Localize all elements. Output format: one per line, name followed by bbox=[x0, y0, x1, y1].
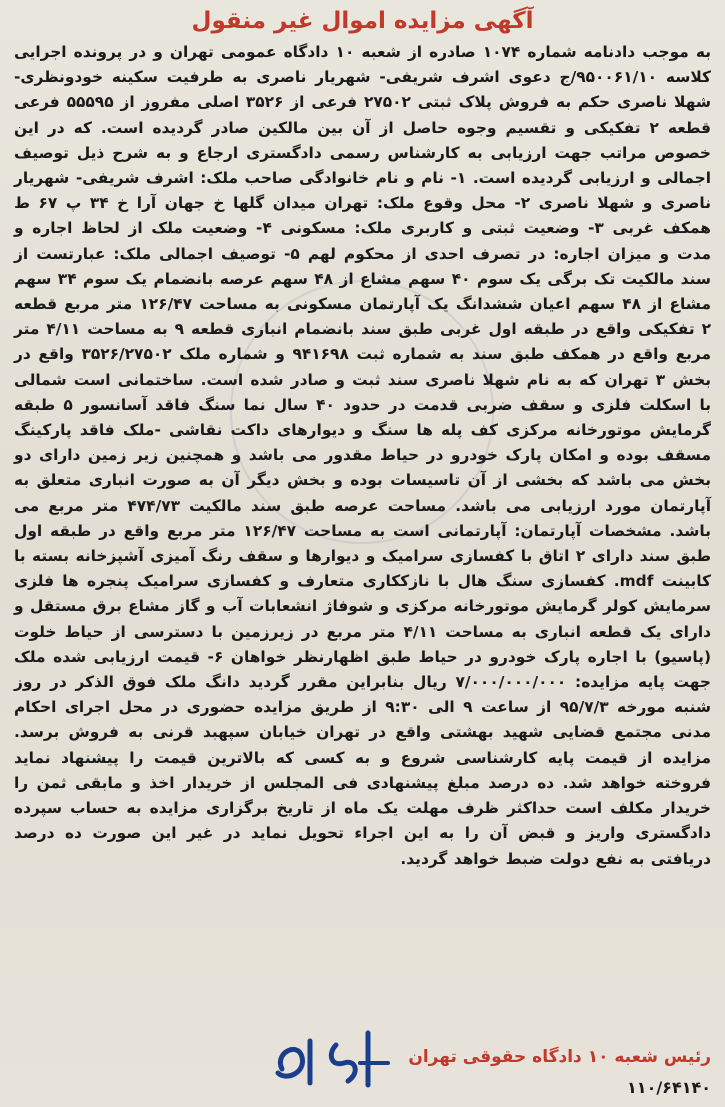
notice-footer bbox=[14, 1045, 711, 1097]
reference-number: ۱۱۰/۶۴۱۴۰ bbox=[627, 1078, 711, 1097]
signature-label: رئیس شعبه ۱۰ دادگاه حقوقی تهران bbox=[408, 1047, 711, 1067]
handwritten-mark-icon bbox=[264, 1023, 414, 1095]
notice-title: آگهی مزایده اموال غیر منقول bbox=[191, 8, 534, 34]
signature-line bbox=[408, 1047, 711, 1067]
notice-body: به موجب دادنامه شماره ۱۰۷۴ صادره از شعبه ۱۰ دادگاه عمومی تهران و در پرونده اجرایی کلاسه ۹۵۰۰۶۱/۱۰/ج دعوی اشرف شریفی- شهریار ناصری به طرفیت سکینه خودونظری- شهلا ناصری حکم به فروش پلاک ثبتی ۲۷۵۰۲ فرعی از ۳۵۲۶ اصلی مفروز از ۵۵۵۹۵ فرعی قطعه ۲ تفکیکی و تقسیم وجوه حاصل از آن بین مالکین صادر گردیده است. که در این خصوص مراتب جهت ارزیابی به کارشناس رسمی دادگستری ارجاع و به شرح ذیل توصیف اجمالی و ارزیابی گردیده است. ۱- نام و نام خانوادگی صاحب ملک: اشرف شریفی- شهریار ناصری و شهلا ناصری ۲- محل وقوع ملک: تهران میدان گلها خ جهان آرا خ ۳۴ پ ۶۷ ط همکف غربی ۳- وضعیت ثبتی و کاربری ملک: مسکونی ۴- وضعیت ملک از لحاظ اجاره و مدت و میزان اجاره: در تصرف احدی از محکوم لهم ۵- توصیف اجمالی ملک: عبارتست از سند مالکیت تک برگی یک سوم ۴۰ سهم مشاع از ۴۸ سهم عرصه بانضمام یک سوم ۳۴ سهم مشاع از ۴۸ سهم اعیان ششدانگ یک آپارتمان مسکونی به مساحت ۱۲۶/۴۷ متر مربع قطعه ۲ تفکیکی واقع در طبقه اول غربی طبق سند بانضمام انباری قطعه ۹ به مساحت ۴/۱۱ متر مربع واقع در همکف طبق سند به شماره ثبت ۹۴۱۶۹۸ و شماره ملک ۳۵۲۶/۲۷۵۰۲ واقع در بخش ۳ تهران که به نام شهلا ناصری سند ثبت و صادر شده است. ساختمانی است شمالی با اسکلت فلزی و سقف ضربی قدمت در حدود ۴۰ سال نما سنگ فاقد آسانسور ۵ طبقه گرمایش موتورخانه مرکزی کف پله ها سنگ و دیوارهای داکت نقاشی -ملک فاقد پارکینگ مسقف بوده و امکان پارک خودرو در حیاط مقدور می باشد و همچنین زیر زمین دارای دو بخش می باشد که بخشی از آن تاسیسات بوده و بخش دیگر آن به صورت انباری متعلق به آپارتمان مورد ارزیابی می باشد. مساحت عرصه طبق سند مالکیت ۴۷۴/۷۳ متر مربع می باشد. مشخصات آپارتمان: آپارتمانی است به مساحت ۱۲۶/۴۷ متر مربع واقع در طبقه اول طبق سند دارای ۲ اتاق با کفسازی سرامیک و دیوارها و سقف رنگ آمیزی آشپزخانه بسته با کابینت mdf. کفسازی سنگ هال با نازککاری متعارف و کفسازی سرامیک پنجره ها فلزی سرمایش کولر گرمایش موتورخانه مرکزی و شوفاژ انشعابات آب و گاز مشاع برق مستقل و دارای یک قطعه انباری به مساحت ۴/۱۱ متر مربع در زیرزمین با دسترسی از حیاط خلوت (پاسیو) با اجاره پارک خودرو در حیاط طبق اظهارنظر خواهان ۶- قیمت ارزیابی شده ملک جهت پایه مزایده: ۷/۰۰۰/۰۰۰/۰۰۰ ریال بنابراین مقرر گردید دانگ ملک فوق الذکر در روز شنبه مورخه ۹۵/۷/۳ از ساعت ۹ الی ۹:۳۰ از طریق مزایده حضوری در محل اجرای احکام مدنی مجتمع قضایی شهید بهشتی واقع در تهران خیابان سپهبد قرنی به فروش برسد. مزایده از قیمت پایه کارشناسی شروع و به کسی که بالاترین قیمت را پیشنهاد نماید فروخته خواهد شد. ده درصد مبلغ پیشنهادی فی المجلس از خریدار اخذ و مابقی ثمن را خریدار مکلف است حداکثر ظرف مهلت یک ماه از تاریخ برگزاری مزایده به حساب سپرده دادگستری واریز و قبض آن را به این اجراء تحویل نماید در غیر این صورت ده درصد دریافتی به نفع دولت ضبط خواهد گردید. bbox=[14, 43, 712, 868]
